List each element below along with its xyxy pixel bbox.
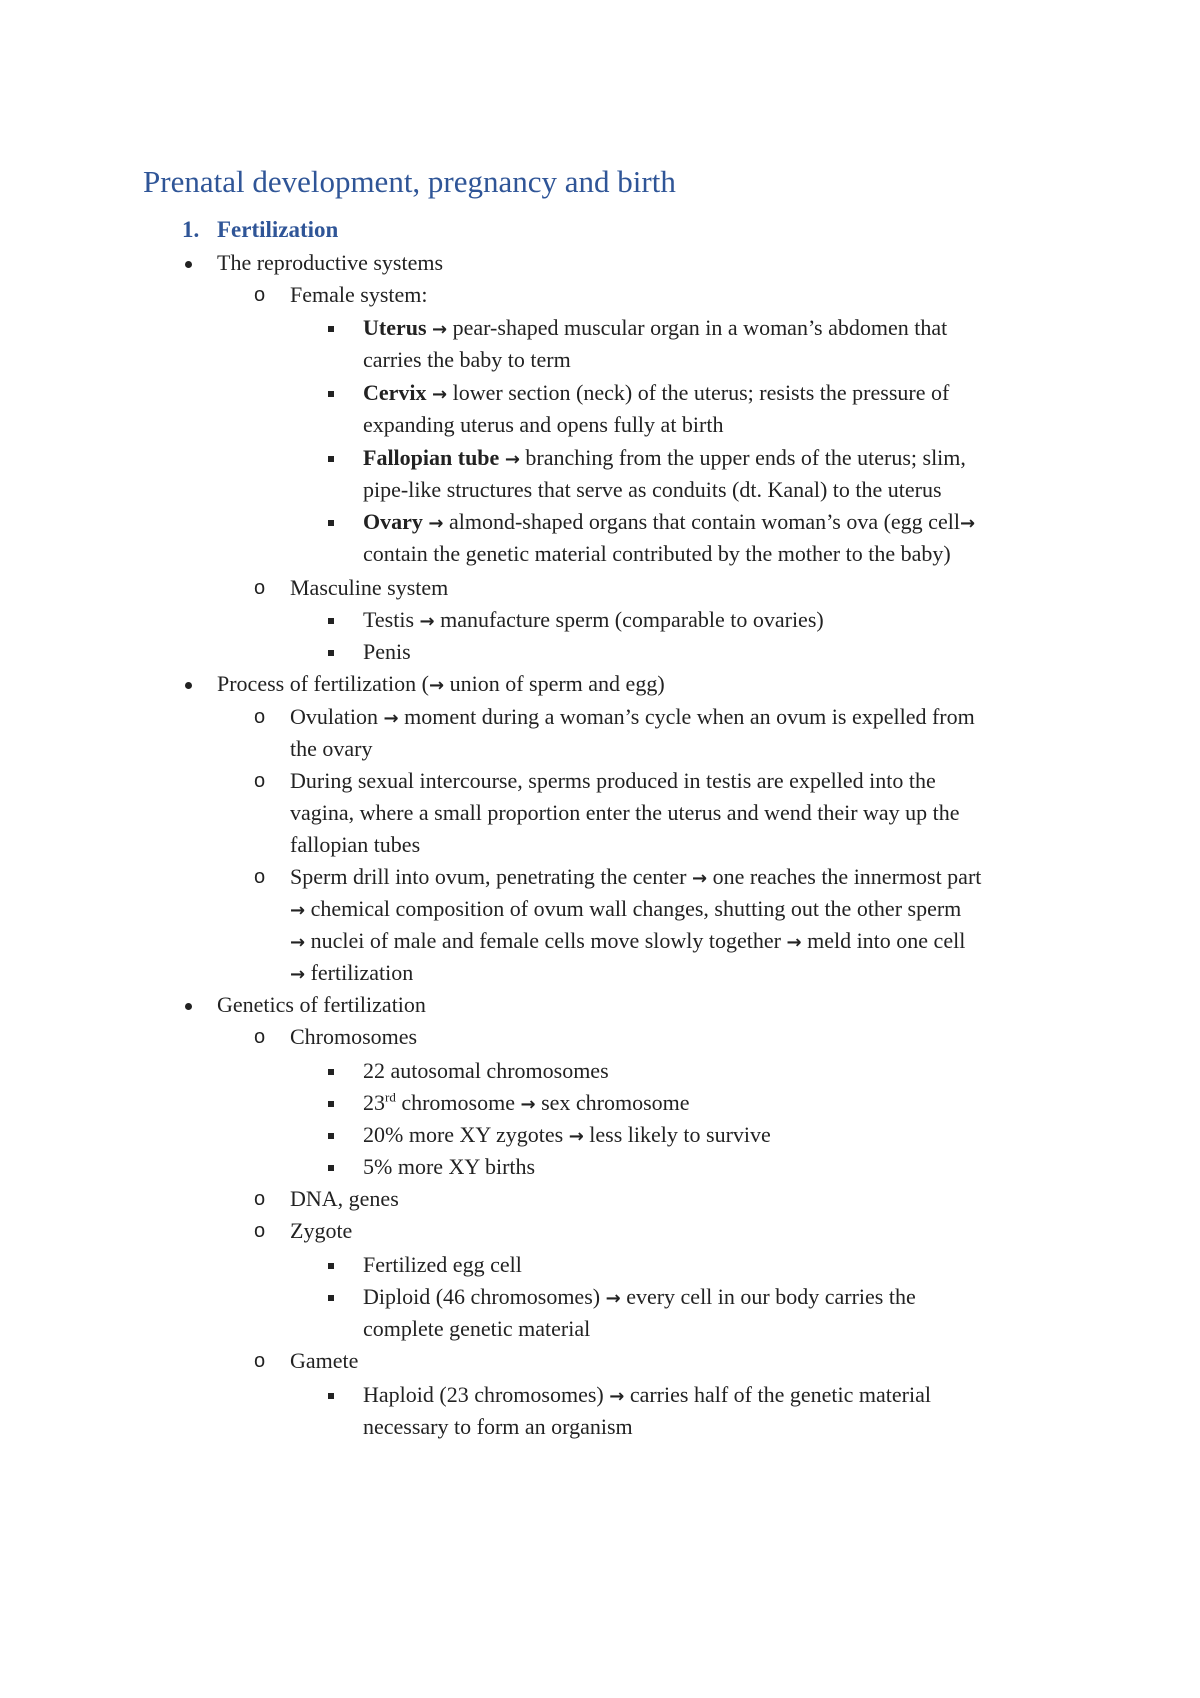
list-item: Penis (363, 639, 411, 664)
list-item-continuation: contain the genetic material contributed by the mother to the baby) (363, 541, 951, 566)
list-item: Genetics of fertilization (217, 992, 426, 1017)
list-item: Ovulation → moment during a woman’s cycle when an ovum is expelled from (290, 704, 975, 729)
bullet-square (328, 326, 334, 332)
list-item-continuation: the ovary (290, 736, 373, 761)
list-item-continuation: → fertilization (290, 960, 414, 985)
list-item-continuation: necessary to form an organism (363, 1414, 633, 1439)
list-item: During sexual intercourse, sperms produced in testis are expelled into the (290, 768, 936, 793)
bullet-square (328, 1101, 334, 1107)
list-item-continuation: → chemical composition of ovum wall changes, shutting out the other sperm (290, 896, 962, 921)
list-item: Masculine system (290, 575, 449, 600)
bullet-circle: o (254, 1026, 266, 1048)
list-item: Chromosomes (290, 1024, 418, 1049)
bullet-circle: o (254, 770, 266, 792)
bullet-circle: o (254, 577, 266, 599)
bullet-square (328, 1393, 334, 1399)
list-item: Uterus → pear-shaped muscular organ in a woman’s abdomen that (363, 315, 948, 340)
list-item: Haploid (23 chromosomes) → carries half of the genetic material (363, 1382, 931, 1407)
bullet-circle: o (254, 706, 266, 728)
list-item: 23rd chromosome → sex chromosome (363, 1089, 690, 1115)
list-item: The reproductive systems (217, 250, 444, 275)
bullet-square (328, 391, 334, 397)
bullet-circle: o (254, 1220, 266, 1242)
list-item-continuation: fallopian tubes (290, 832, 421, 857)
bullet-square (328, 1133, 334, 1139)
list-item-continuation: → nuclei of male and female cells move slowly together → meld into one cell (290, 928, 966, 953)
list-item: 20% more XY zygotes → less likely to survive (363, 1122, 771, 1147)
bullet-disc (185, 1003, 192, 1010)
page-title: Prenatal development, pregnancy and birth (143, 164, 676, 199)
list-item: Process of fertilization (→ union of sperm and egg) (217, 671, 665, 696)
section-title: Fertilization (217, 217, 339, 242)
list-item-continuation: complete genetic material (363, 1316, 591, 1341)
list-item: Ovary → almond-shaped organs that contain woman’s ova (egg cell→ (363, 509, 976, 534)
bullet-square (328, 1069, 334, 1075)
bullet-circle: o (254, 284, 266, 306)
list-item: DNA, genes (290, 1186, 399, 1211)
bullet-square (328, 618, 334, 624)
list-item-continuation: carries the baby to term (363, 347, 571, 372)
list-item: Fertilized egg cell (363, 1252, 522, 1277)
bullet-disc (185, 261, 192, 268)
list-item: 22 autosomal chromosomes (363, 1058, 609, 1083)
list-item: Sperm drill into ovum, penetrating the center → one reaches the innermost part (290, 864, 982, 889)
bullet-circle: o (254, 866, 266, 888)
bullet-square (328, 520, 334, 526)
list-item: Fallopian tube → branching from the upper ends of the uterus; slim, (363, 445, 966, 470)
list-item: Cervix → lower section (neck) of the uterus; resists the pressure of (363, 380, 950, 405)
list-item: 5% more XY births (363, 1154, 536, 1179)
bullet-square (328, 650, 334, 656)
list-item-continuation: expanding uterus and opens fully at birth (363, 412, 724, 437)
list-item: Testis → manufacture sperm (comparable to ovaries) (363, 607, 824, 632)
bullet-circle: o (254, 1350, 266, 1372)
list-item: Diploid (46 chromosomes) → every cell in our body carries the (363, 1284, 916, 1309)
bullet-square (328, 456, 334, 462)
list-item-continuation: vagina, where a small proportion enter the uterus and wend their way up the (290, 800, 960, 825)
list-item: Gamete (290, 1348, 359, 1373)
bullet-square (328, 1165, 334, 1171)
list-item: Zygote (290, 1218, 353, 1243)
bullet-square (328, 1263, 334, 1269)
bullet-disc (185, 682, 192, 689)
bullet-square (328, 1295, 334, 1301)
bullet-circle: o (254, 1188, 266, 1210)
list-item-continuation: pipe-like structures that serve as conduits (dt. Kanal) to the uterus (363, 477, 942, 502)
list-item: Female system: (290, 282, 428, 307)
section-number: 1. (182, 217, 200, 242)
